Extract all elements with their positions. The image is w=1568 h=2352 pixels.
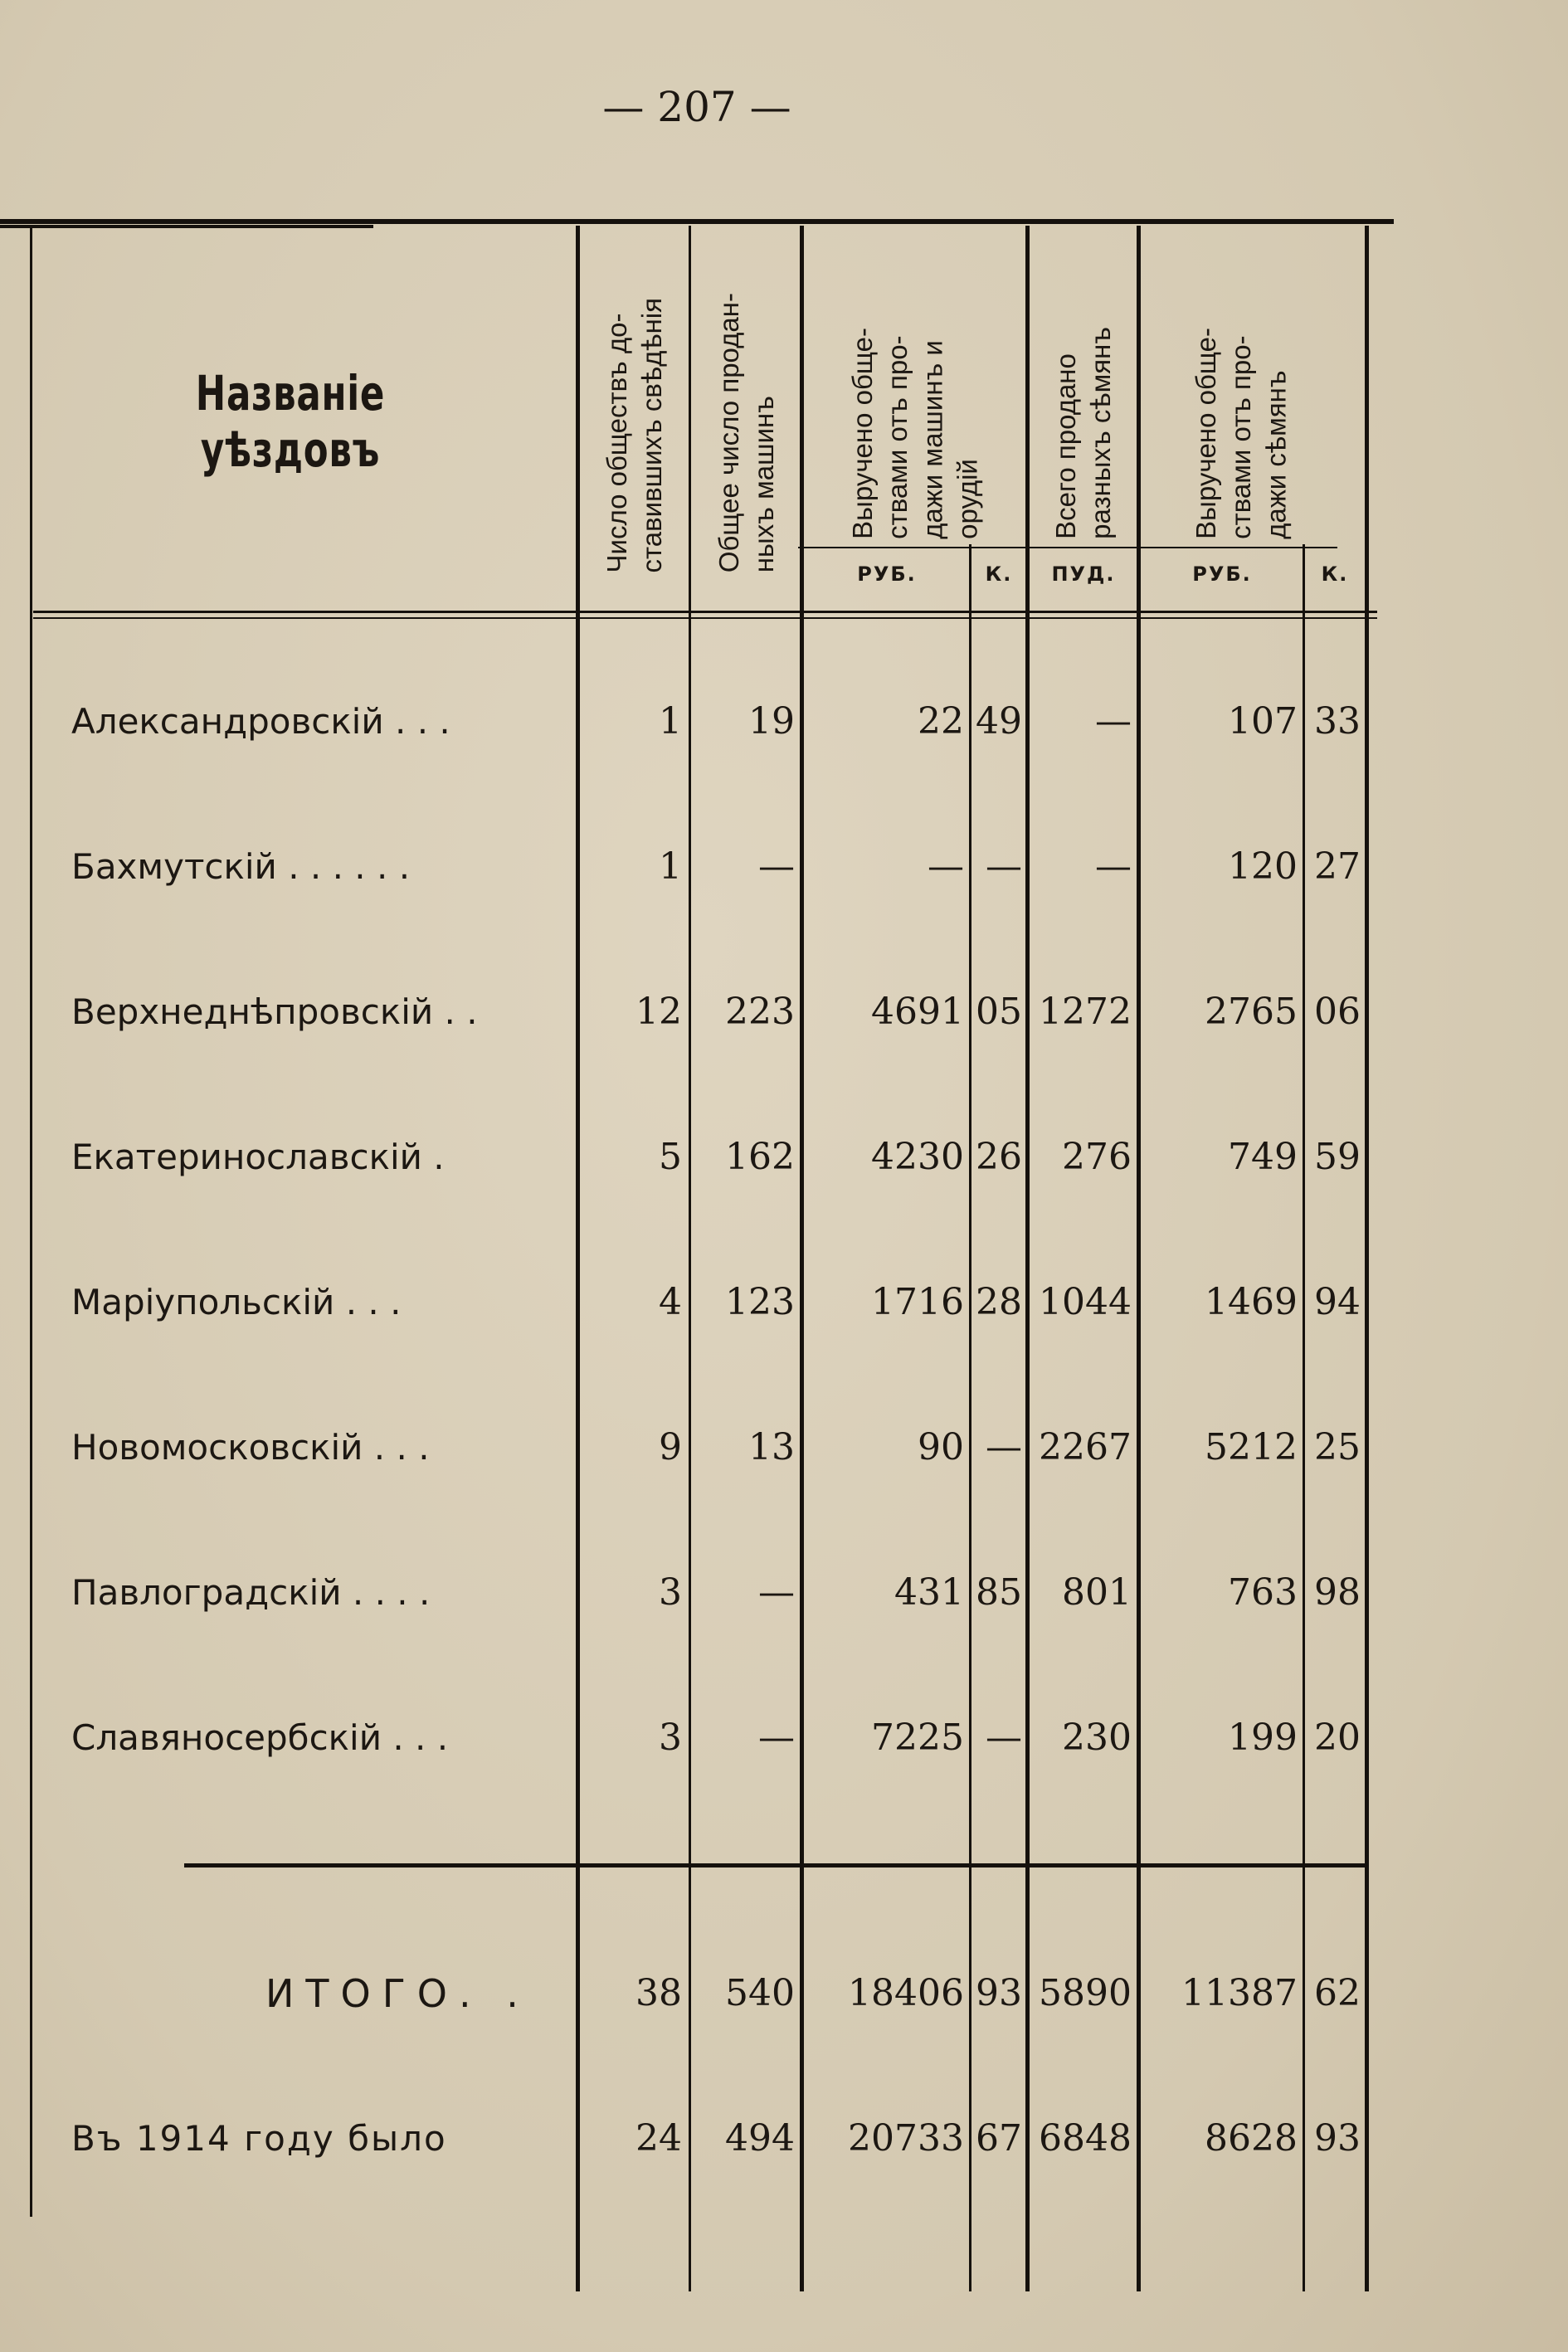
seeds-pud-total: 5890 [1039, 1972, 1132, 2014]
seed-revenue-kop-value: 98 [1314, 1571, 1361, 1614]
revenue-kop-value: — [986, 845, 1022, 888]
revenue-rub-value: 431 [894, 1571, 964, 1614]
machines-value: — [758, 845, 795, 888]
table-row [0, 1273, 1568, 1332]
seeds-pud-previous: 6848 [1039, 2117, 1132, 2160]
revenue-kop-previous: 67 [976, 2117, 1022, 2160]
machines-value: 162 [725, 1136, 795, 1178]
column-header-revenue-machines: Выручено обще- ствами отъ про- дажи машинъ и орудій [846, 328, 983, 539]
seed-revenue-rub-value: 120 [1228, 845, 1298, 888]
district-name: Верхнеднѣпровскій . . [71, 991, 478, 1032]
seed-revenue-rub-total: 11387 [1181, 1972, 1298, 2014]
seeds-pud-value: 801 [1062, 1571, 1132, 1614]
seed-revenue-kop-value: 59 [1314, 1136, 1361, 1178]
seed-revenue-rub-previous: 8628 [1205, 2117, 1298, 2160]
district-name: Маріупольскій . . . [71, 1282, 402, 1322]
district-name: Павлоградскій . . . . [71, 1572, 431, 1613]
machines-value: 19 [748, 700, 795, 743]
district-name: Славяносербскій . . . [71, 1717, 449, 1758]
revenue-rub-previous: 20733 [848, 2117, 964, 2160]
machines-previous: 494 [725, 2117, 795, 2160]
table-row [0, 983, 1568, 1041]
seeds-pud-value: — [1095, 845, 1132, 888]
total-label: ИТОГО. . [265, 1971, 530, 2016]
column-header-district: Названіе уѣздовъ [195, 365, 386, 478]
revenue-rub-value: — [928, 845, 964, 888]
societies-value: 4 [659, 1281, 682, 1323]
rub-kop-border-1 [969, 544, 971, 2291]
district-name: Бахмутскій . . . . . . [71, 846, 411, 887]
seeds-pud-value: 1272 [1039, 991, 1132, 1033]
unit-kop-1: К. [985, 562, 1013, 586]
seeds-pud-value: 1044 [1039, 1281, 1132, 1323]
unit-rub-1: РУБ. [857, 562, 917, 586]
seed-revenue-rub-value: 2765 [1205, 991, 1298, 1033]
seeds-pud-value: 276 [1062, 1136, 1132, 1178]
seed-revenue-rub-value: 1469 [1205, 1281, 1298, 1323]
revenue-kop-total: 93 [976, 1972, 1022, 2014]
societies-value: 5 [659, 1136, 682, 1178]
district-name: Екатеринославскій . [71, 1137, 445, 1177]
societies-value: 3 [659, 1571, 682, 1614]
revenue-kop-value: — [986, 1717, 1022, 1759]
revenue-kop-value: 49 [976, 700, 1022, 743]
top-rule-left [0, 225, 373, 228]
seed-revenue-rub-value: 749 [1228, 1136, 1298, 1178]
subheader-rule [798, 547, 1337, 548]
societies-previous: 24 [635, 2117, 682, 2160]
seed-revenue-kop-total: 62 [1314, 1972, 1361, 2014]
seed-revenue-kop-value: 27 [1314, 845, 1361, 888]
total-row [0, 1965, 1568, 2023]
rub-kop-border-2 [1303, 544, 1305, 2291]
seed-revenue-kop-value: 94 [1314, 1281, 1361, 1323]
column-header-machines: Общее число продан- ныхъ машинъ [713, 292, 779, 572]
revenue-kop-value: 28 [976, 1281, 1022, 1323]
previous-year-label: Въ 1914 году было [71, 2118, 447, 2159]
seed-revenue-rub-value: 763 [1228, 1571, 1298, 1614]
machines-value: — [758, 1717, 795, 1759]
revenue-kop-value: 85 [976, 1571, 1022, 1614]
revenue-rub-value: 4230 [871, 1136, 964, 1178]
revenue-rub-value: 90 [918, 1426, 964, 1468]
seed-revenue-kop-value: 25 [1314, 1426, 1361, 1468]
seed-revenue-kop-value: 20 [1314, 1717, 1361, 1759]
societies-value: 1 [659, 845, 682, 888]
machines-value: 223 [725, 991, 795, 1033]
revenue-kop-value: — [986, 1426, 1022, 1468]
seed-revenue-kop-previous: 93 [1314, 2117, 1361, 2160]
header-bottom-rule [33, 611, 1377, 613]
column-header-seeds-sold: Всего продано разныхъ сѣмянъ [1049, 327, 1116, 539]
page-number: — 207 — [602, 83, 791, 131]
table-row [0, 1564, 1568, 1622]
machines-value: 13 [748, 1426, 795, 1468]
revenue-rub-value: 22 [918, 700, 964, 743]
revenue-rub-total: 18406 [848, 1972, 964, 2014]
unit-rub-2: РУБ. [1192, 562, 1252, 586]
column-header-societies: Число обществъ до- ставившихъ свѣдѣнія [601, 297, 667, 572]
total-rule [184, 1863, 1366, 1867]
district-name: Александровскій . . . [71, 701, 450, 742]
district-name: Новомосковскій . . . [71, 1427, 430, 1468]
seed-revenue-rub-value: 5212 [1205, 1426, 1298, 1468]
unit-pud: ПУД. [1051, 562, 1116, 586]
seeds-pud-value: 2267 [1039, 1426, 1132, 1468]
seeds-pud-value: 230 [1062, 1717, 1132, 1759]
revenue-kop-value: 05 [976, 991, 1022, 1033]
seed-revenue-kop-value: 06 [1314, 991, 1361, 1033]
machines-value: 123 [725, 1281, 795, 1323]
societies-value: 12 [635, 991, 682, 1033]
table-row [0, 1709, 1568, 1767]
header-bottom-rule-2 [33, 617, 1377, 619]
societies-value: 3 [659, 1717, 682, 1759]
societies-total: 38 [635, 1972, 682, 2014]
machines-value: — [758, 1571, 795, 1614]
seeds-pud-value: — [1095, 700, 1132, 743]
column-header-revenue-seeds: Выручено обще- ствами отъ про- дажи сѣмянъ [1190, 328, 1292, 539]
machines-total: 540 [725, 1972, 795, 2014]
table-row [0, 1128, 1568, 1186]
societies-value: 1 [659, 700, 682, 743]
revenue-kop-value: 26 [976, 1136, 1022, 1178]
unit-kop-2: К. [1321, 562, 1349, 586]
table-row [0, 693, 1568, 751]
table-row [0, 838, 1568, 896]
seed-revenue-rub-value: 107 [1228, 700, 1298, 743]
previous-year-row [0, 2110, 1568, 2168]
seed-revenue-rub-value: 199 [1228, 1717, 1298, 1759]
left-border [30, 226, 32, 2217]
revenue-rub-value: 1716 [871, 1281, 964, 1323]
revenue-rub-value: 4691 [871, 991, 964, 1033]
table-row [0, 1419, 1568, 1477]
societies-value: 9 [659, 1426, 682, 1468]
seed-revenue-kop-value: 33 [1314, 700, 1361, 743]
revenue-rub-value: 7225 [871, 1717, 964, 1759]
